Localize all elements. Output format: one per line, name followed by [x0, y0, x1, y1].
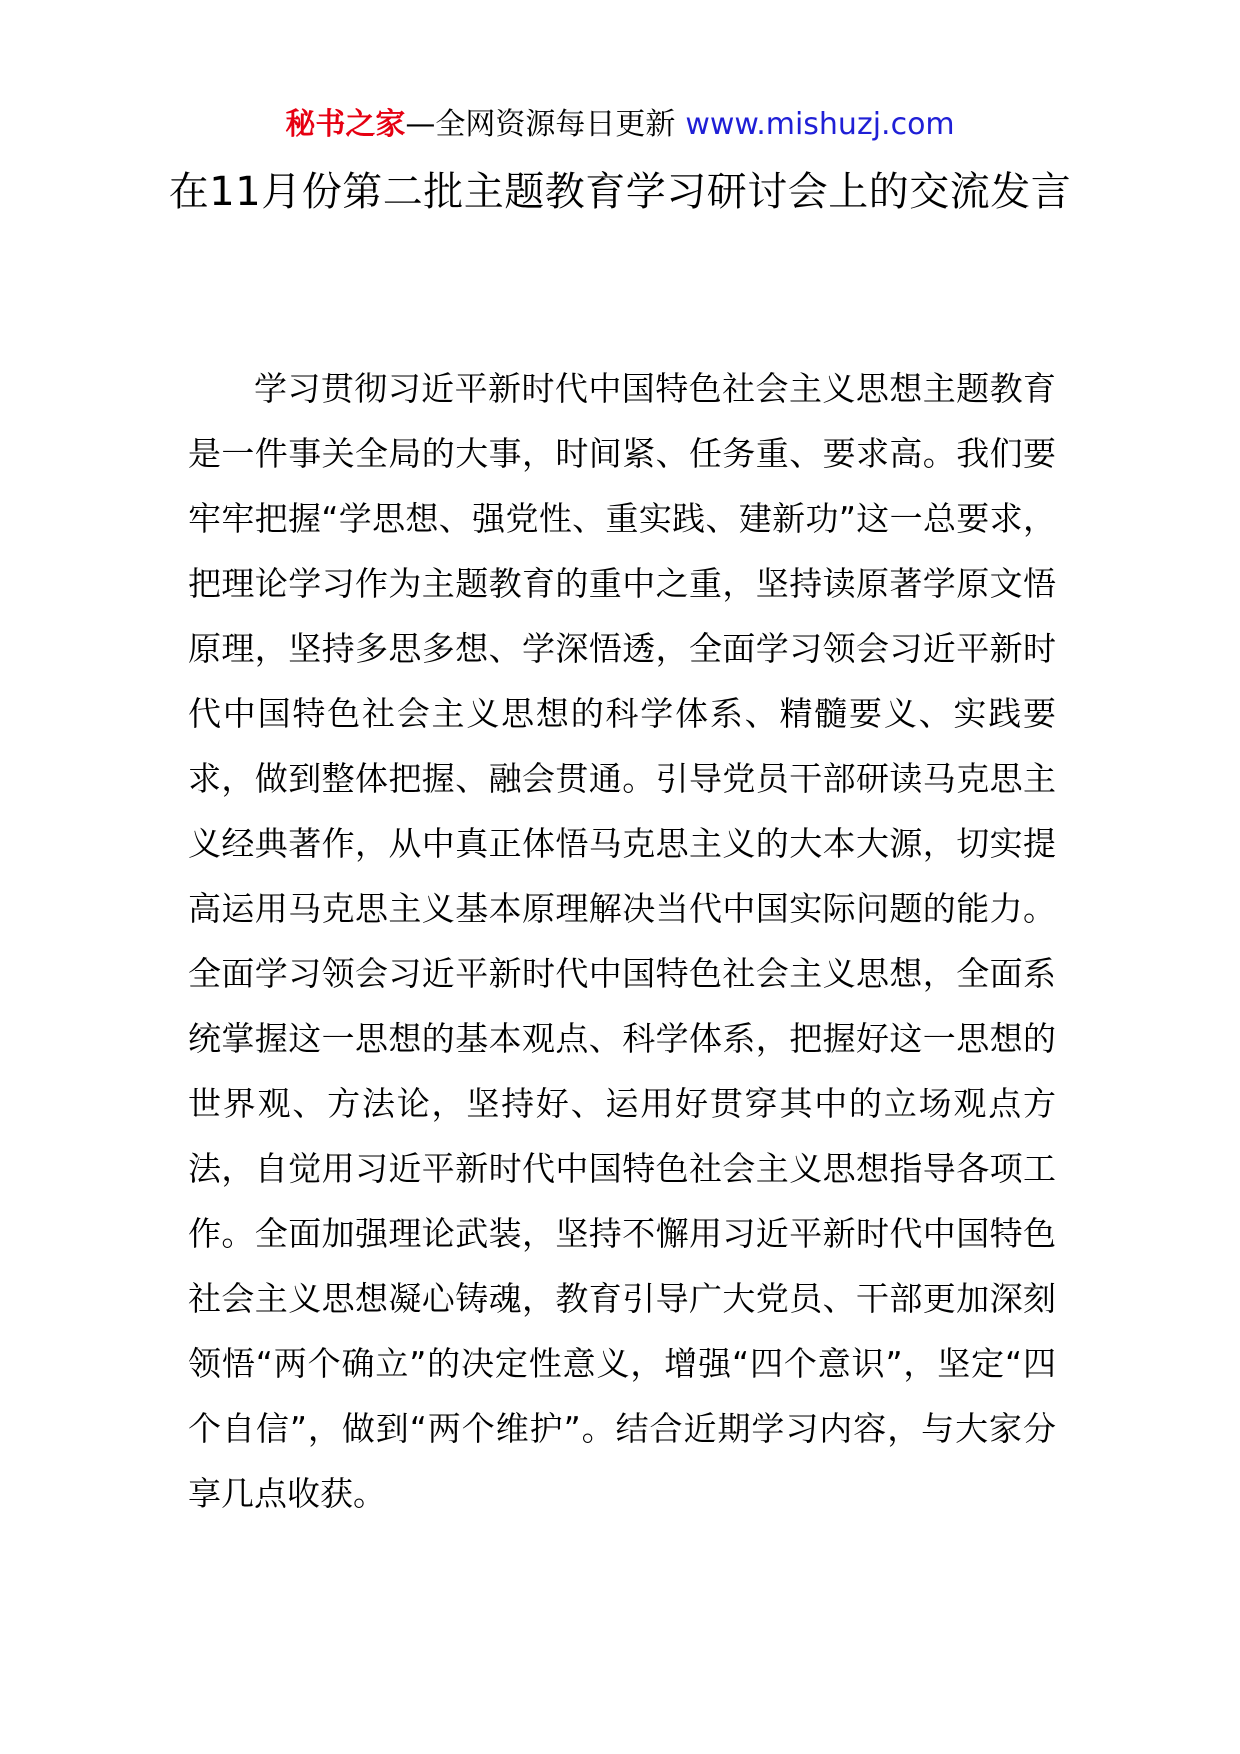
site-url-link[interactable]: www.mishuzj.com — [685, 107, 955, 142]
site-tagline: —全网资源每日更新 — [405, 107, 676, 142]
brand-name: 秘书之家 — [285, 107, 406, 142]
body-paragraph: 学习贯彻习近平新时代中国特色社会主义思想主题教育是一件事关全局的大事，时间紧、任务重、要求高。我们要牢牢把握“学思想、强党性、重实践、建新功”这一总要求，把理论学习作为主题教育的重中之重，坚持读原著学原文悟原理，坚持多思多想、学深悟透，全面学习领会习近平新时代中国特色社会主义思想的科学体系、精髓要义、实践要求，做到整体把握、融会贯通。引导党员干部研读马克思主义经典著作，从中真正体悟马克思主义的大本大源，切实提高运用马克思主义基本原理解决当代中国实际问题的能力。全面学习领会习近平新时代中国特色社会主义思想，全面系统掌握这一思想的基本观点、科学体系，把握好这一思想的世界观、方法论，坚持好、运用好贯穿其中的立场观点方法，自觉用习近平新时代中国特色社会主义思想指导各项工作。全面加强理论武装，坚持不懈用习近平新时代中国特色社会主义思想凝心铸魂，教育引导广大党员、干部更加深刻领悟“两个确立”的决定性意义，增强“四个意识”，坚定“四个自信”，做到“两个维护”。结合近期学习内容，与大家分享几点收获。 — [188, 369, 1056, 1513]
site-header — [0, 103, 1240, 147]
document-title: 在11月份第二批主题教育学习研讨会上的交流发言 — [168, 169, 1072, 215]
document-body — [188, 356, 1056, 1526]
